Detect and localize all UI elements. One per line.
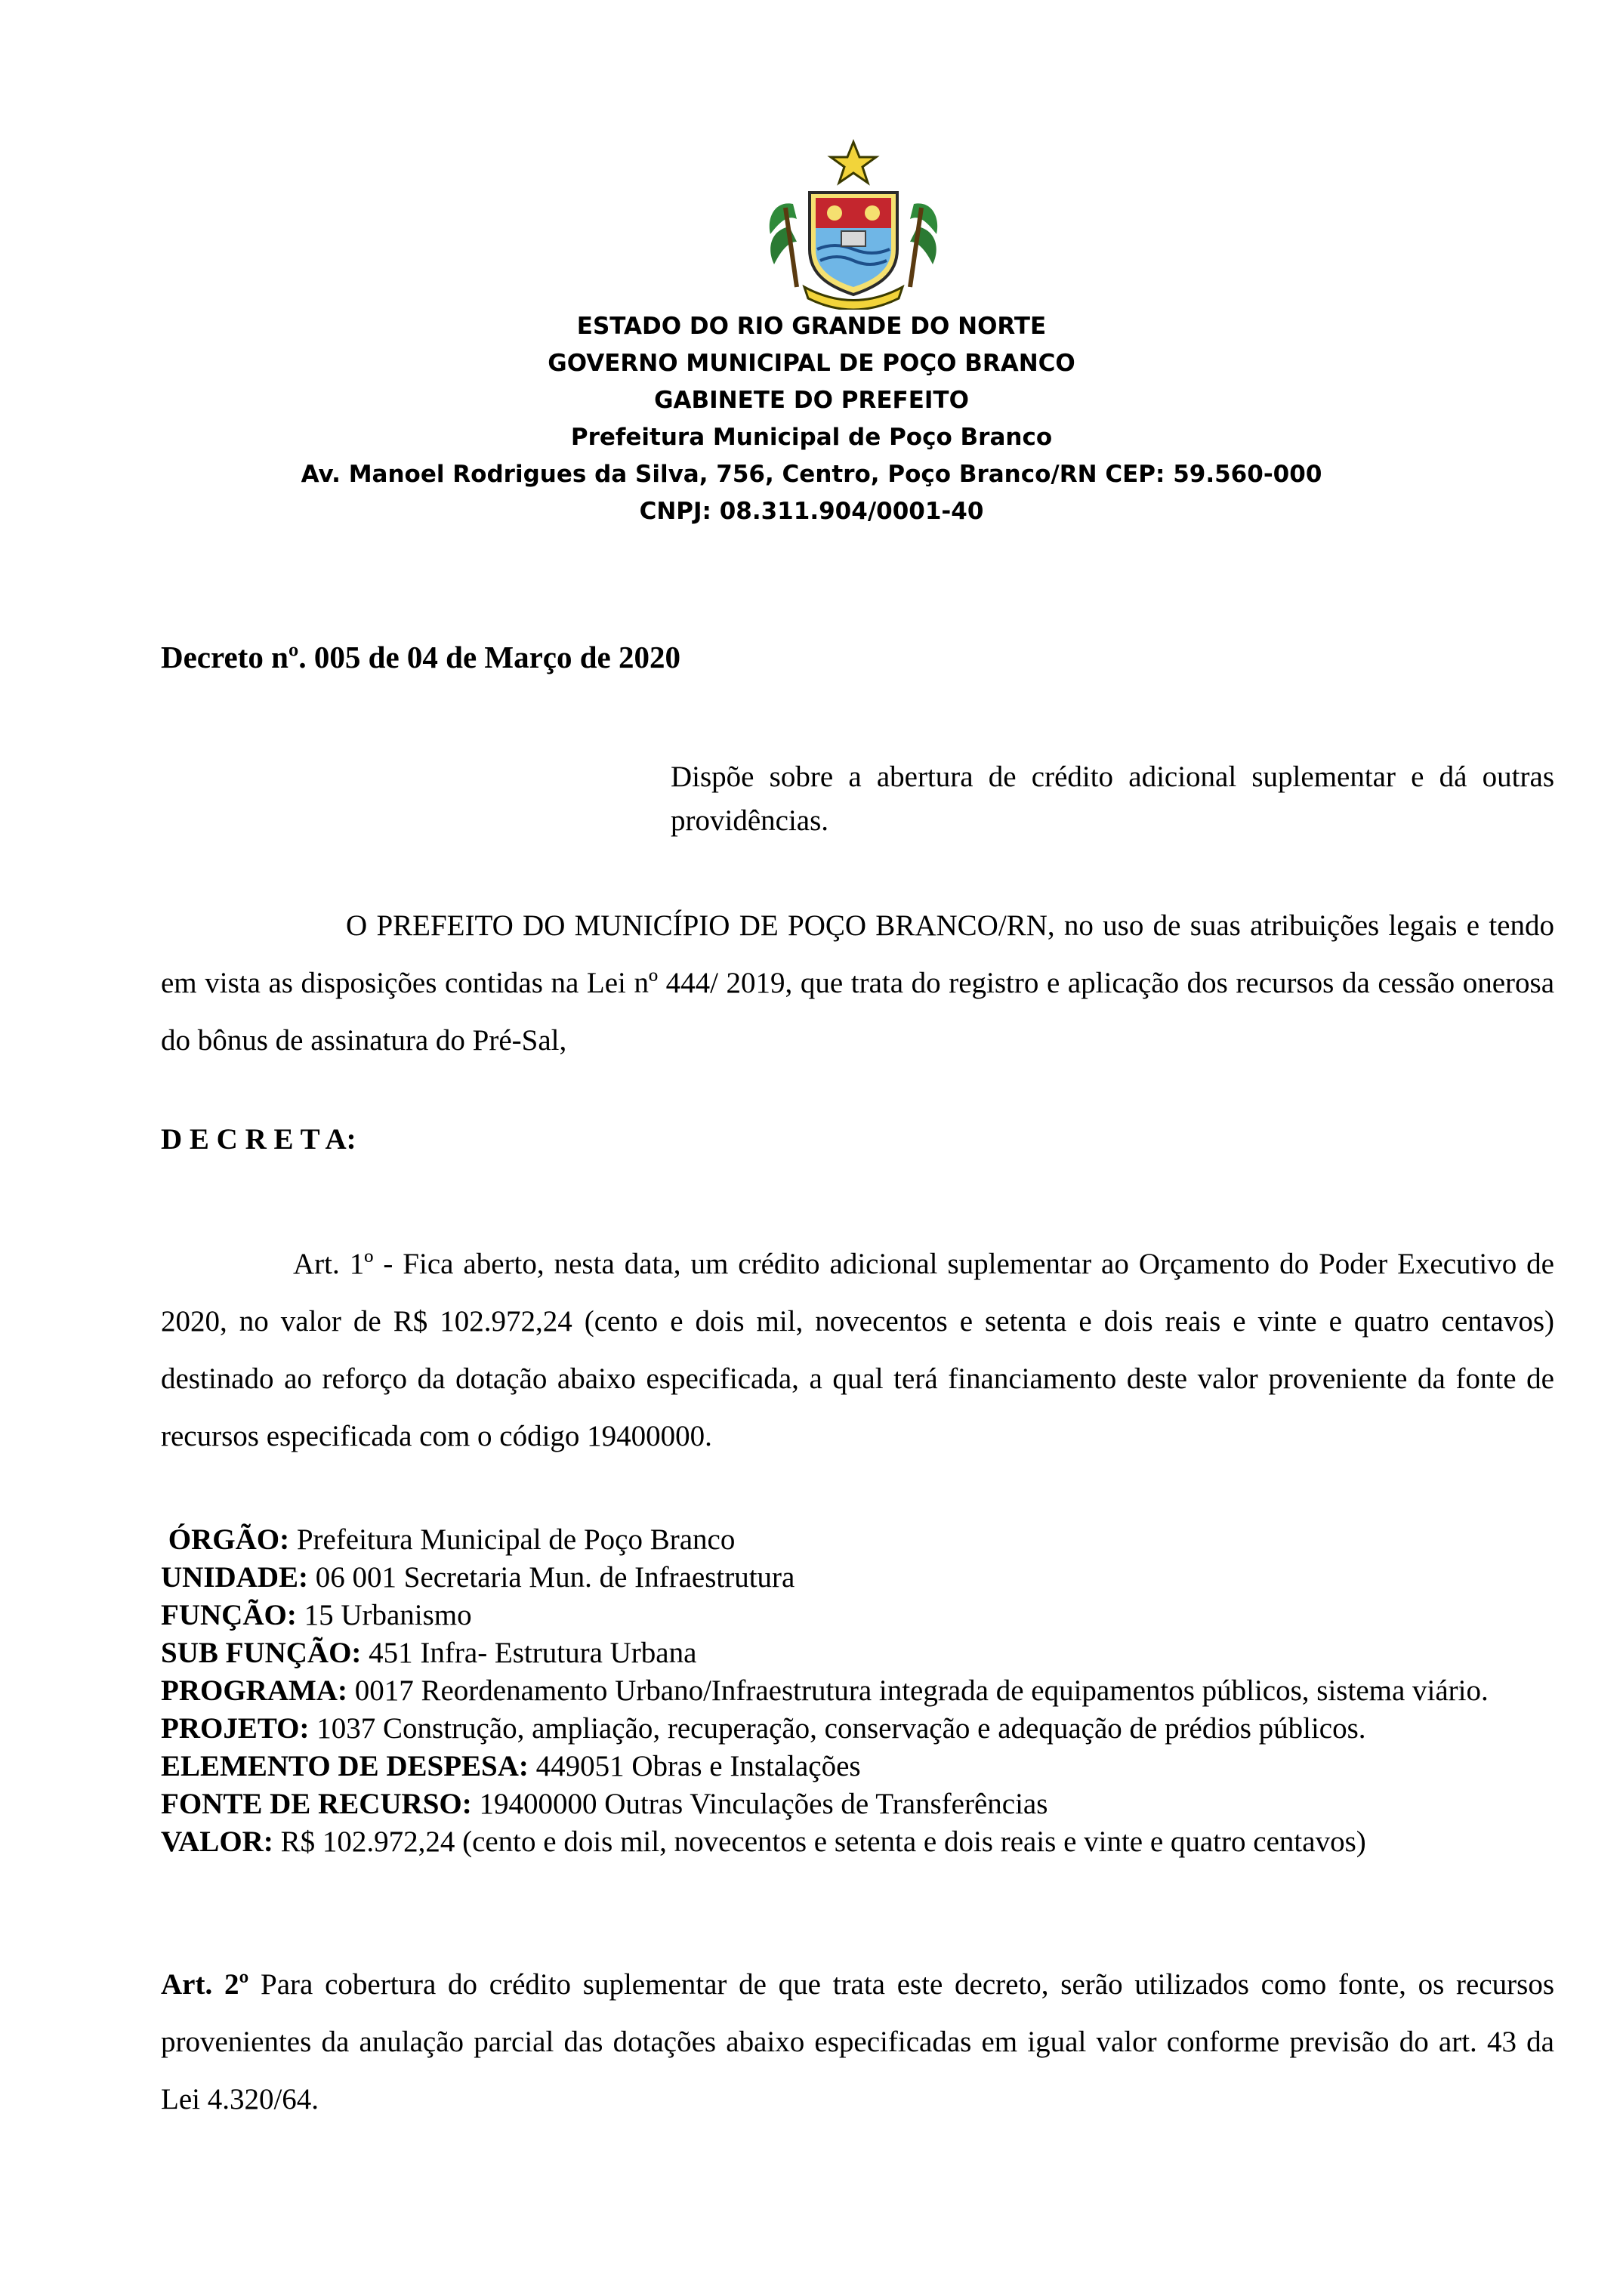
city-hall-name: Prefeitura Municipal de Poço Branco [570, 424, 1053, 451]
decree-title: Decreto nº. 005 de 04 de Março de 2020 [161, 640, 680, 674]
budget-row-valor [161, 1823, 1554, 1861]
letterhead [0, 308, 1623, 530]
budget-value: 449051 Obras e Instalações [528, 1750, 861, 1782]
budget-label: FUNÇÃO: [161, 1599, 297, 1631]
budget-value: 06 001 Secretaria Mun. de Infraestrutura [308, 1561, 795, 1594]
budget-row-unidade [161, 1559, 1554, 1597]
budget-row-fonte [161, 1785, 1554, 1823]
budget-value: Prefeitura Municipal de Poço Branco [289, 1523, 736, 1556]
government-name: GOVERNO MUNICIPAL DE POÇO BRANCO [548, 350, 1075, 377]
address: Av. Manoel Rodrigues da Silva, 756, Centro, Poço Branco/RN CEP: 59.560-000 [301, 461, 1322, 488]
budget-label: SUB FUNÇÃO: [161, 1637, 362, 1669]
budget-value: 1037 Construção, ampliação, recuperação, conservação e adequação de prédios públicos. [309, 1712, 1366, 1745]
budget-label: PROGRAMA: [161, 1674, 347, 1707]
budget-label: ELEMENTO DE DESPESA: [161, 1750, 529, 1782]
budget-value: 15 Urbanismo [296, 1599, 472, 1631]
budget-row-orgao [161, 1521, 1554, 1559]
decree-preamble: O PREFEITO DO MUNICÍPIO DE POÇO BRANCO/RN, no uso de suas atribuições legais e tendo em vista as disposições contidas na Lei nº 444/ 2019, que trata do registro e aplicação dos recursos da cessão onerosa do bônus de assinatura do Pré-Sal, [161, 909, 1554, 1057]
decreta-heading: D E C R E T A: [161, 1123, 356, 1156]
article-2 [161, 1956, 1554, 2128]
decree-ementa: Dispõe sobre a abertura de crédito adicional suplementar e dá outras providências. [671, 761, 1554, 837]
budget-label: FONTE DE RECURSO: [161, 1788, 472, 1820]
budget-row-elemento [161, 1748, 1554, 1785]
coat-of-arms-icon [763, 136, 944, 310]
budget-value: 0017 Reordenamento Urbano/Infraestrutura integrada de equipamentos públicos, sistema viário. [347, 1674, 1489, 1707]
budget-label: UNIDADE: [161, 1561, 308, 1594]
budget-label: VALOR: [161, 1825, 273, 1858]
budget-value: R$ 102.972,24 (cento e dois mil, novecentos e setenta e dois reais e vinte e quatro centavos) [273, 1825, 1366, 1858]
article-1: Art. 1º - Fica aberto, nesta data, um crédito adicional suplementar ao Orçamento do Poder Executivo de 2020, no valor de R$ 102.972,24 (cento e dois mil, novecentos e setenta e dois reais e vinte e quatro centavos) destinado ao reforço da dotação abaixo especificada, a qual terá financiamento deste valor proveniente da fonte de recursos especificada com o código 19400000. [161, 1248, 1554, 1452]
budget-label: PROJETO: [161, 1712, 310, 1745]
state-name: ESTADO DO RIO GRANDE DO NORTE [576, 313, 1047, 340]
budget-value: 451 Infra- Estrutura Urbana [361, 1637, 697, 1669]
article-2-text: Para cobertura do crédito suplementar de que trata este decreto, serão utilizados como fonte, os recursos provenientes da anulação parcial das dotações abaixo especificadas em igual valor conforme previsão do art. 43 da Lei 4.320/64. [161, 1968, 1555, 2115]
budget-row-programa [161, 1672, 1554, 1710]
budget-value: 19400000 Outras Vinculações de Transferências [471, 1788, 1048, 1820]
budget-allocation [161, 1521, 1554, 1861]
budget-row-funcao [161, 1597, 1554, 1634]
cnpj: CNPJ: 08.311.904/0001-40 [639, 498, 984, 525]
office-name: GABINETE DO PREFEITO [654, 387, 969, 414]
budget-label: ÓRGÃO: [168, 1523, 290, 1556]
article-2-label: Art. 2º [161, 1968, 249, 2001]
budget-row-projeto [161, 1710, 1554, 1748]
budget-row-subfuncao [161, 1634, 1554, 1672]
